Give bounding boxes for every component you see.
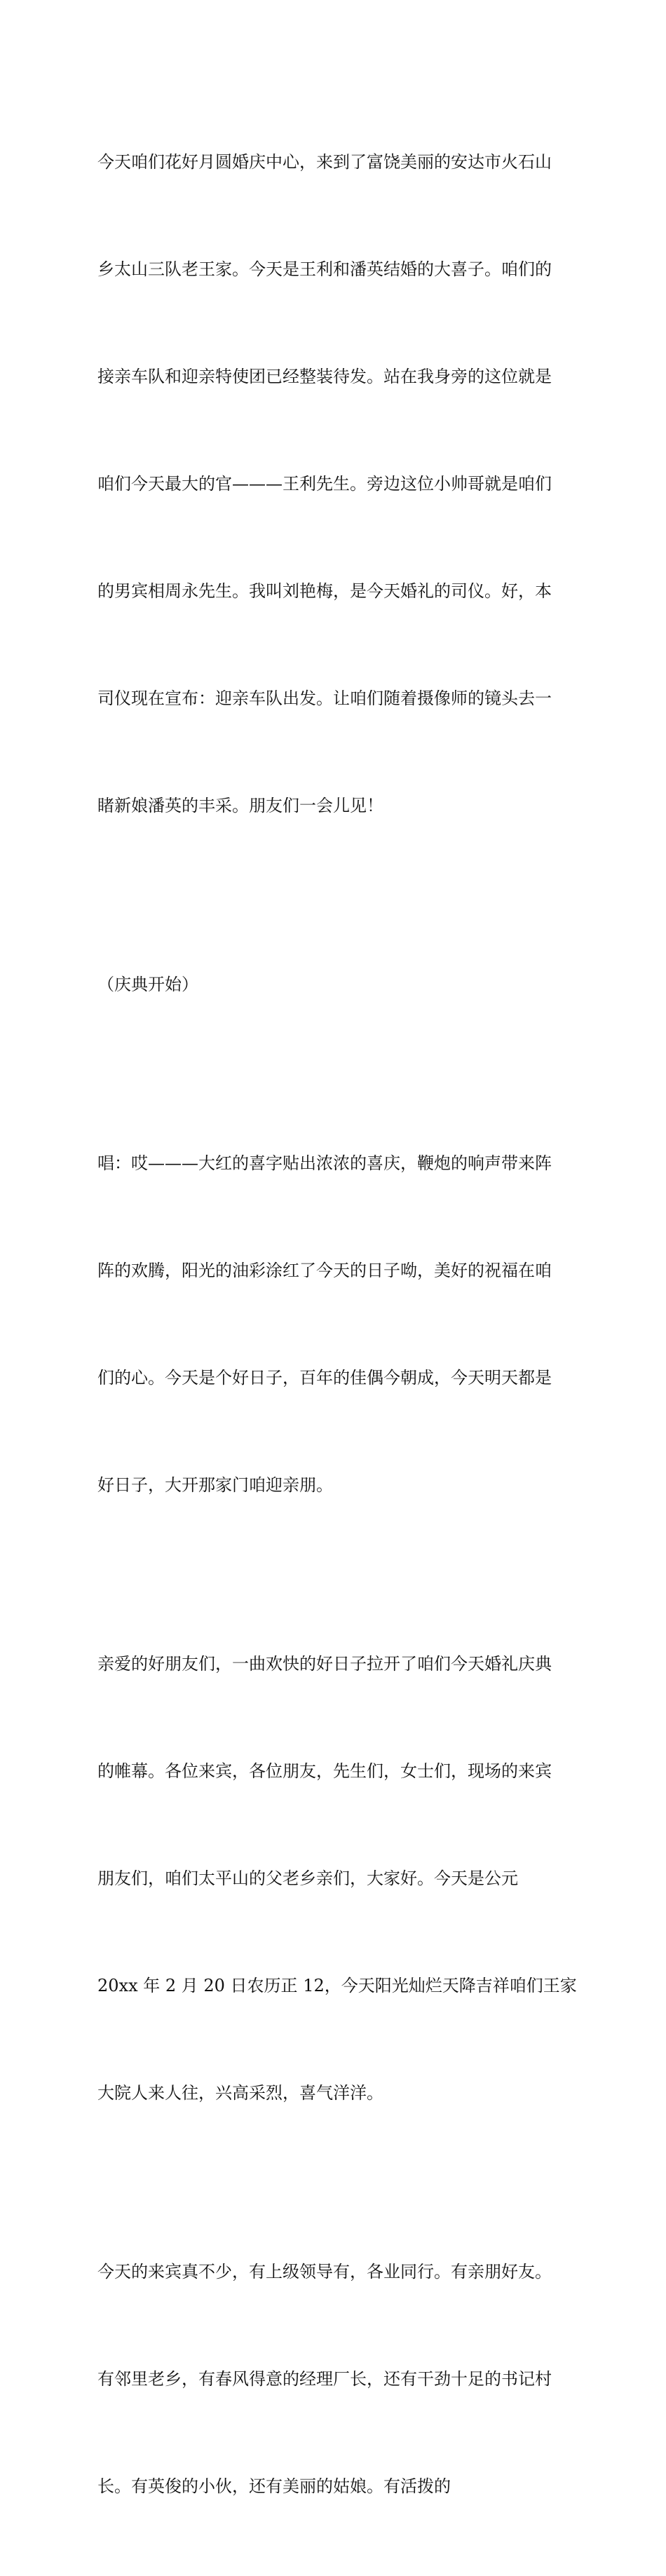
text-line: 亲爱的好朋友们，一曲欢快的好日子拉开了咱们今天婚礼庆典 [97, 1654, 552, 1674]
text-line: 今天咱们花好月圆婚庆中心，来到了富饶美丽的安达市火石山 [97, 152, 552, 172]
paragraph-guests [97, 2183, 581, 2576]
text-line: 有邻里老乡，有春风得意的经理厂长，还有干劲十足的书记村 [97, 2369, 552, 2389]
text-line: 长。有英俊的小伙，还有美丽的姑娘。有活拨的 [97, 2476, 451, 2496]
text-line: 今天的来宾真不少，有上级领导有，各业同行。有亲朋好友。 [97, 2262, 552, 2282]
text-line: 接亲车队和迎亲特使团已经整装待发。站在我身旁的这位就是 [97, 367, 552, 386]
paragraph-song [97, 1074, 581, 1575]
paragraph-stage-direction [97, 895, 581, 1074]
text-line: 阵的欢腾，阳光的油彩涂红了今天的日子呦，美好的祝福在咱 [97, 1261, 552, 1280]
text-line: 们的心。今天是个好日子，百年的佳偶今朝成，今天明天都是 [97, 1368, 552, 1388]
text-line: 朋友们，咱们太平山的父老乡亲们，大家好。今天是公元 [97, 1869, 518, 1888]
text-line: 唱：哎———大红的喜字贴出浓浓的喜庆，鞭炮的响声带来阵 [97, 1153, 552, 1173]
text-line: 乡太山三队老王家。今天是王利和潘英结婚的大喜子。咱们的 [97, 259, 552, 279]
text-line: 的帷幕。各位来宾，各位朋友，先生们，女士们，现场的来宾 [97, 1761, 552, 1781]
text-line: 20xx 年 2 月 20 日农历正 12，今天阳光灿烂天降吉祥咱们王家 [97, 1976, 577, 1995]
text-line: 大院人来人往，兴高采烈，喜气洋洋。 [97, 2083, 383, 2103]
document-body [97, 73, 581, 2576]
text-line: 的男宾相周永先生。我叫刘艳梅，是今天婚礼的司仪。好，本 [97, 581, 552, 601]
text-line: 咱们今天最大的官———王利先生。旁边这位小帅哥就是咱们 [97, 474, 552, 494]
text-line: 好日子，大开那家门咱迎亲朋。 [97, 1475, 333, 1495]
text-line: 司仪现在宣布：迎亲车队出发。让咱们随着摄像师的镜头去一 [97, 689, 552, 708]
text-line: 睹新娘潘英的丰采。朋友们一会儿见！ [97, 796, 383, 815]
paragraph-intro [97, 73, 581, 895]
text-line: （庆典开始） [97, 975, 198, 994]
paragraph-greeting [97, 1575, 581, 2183]
